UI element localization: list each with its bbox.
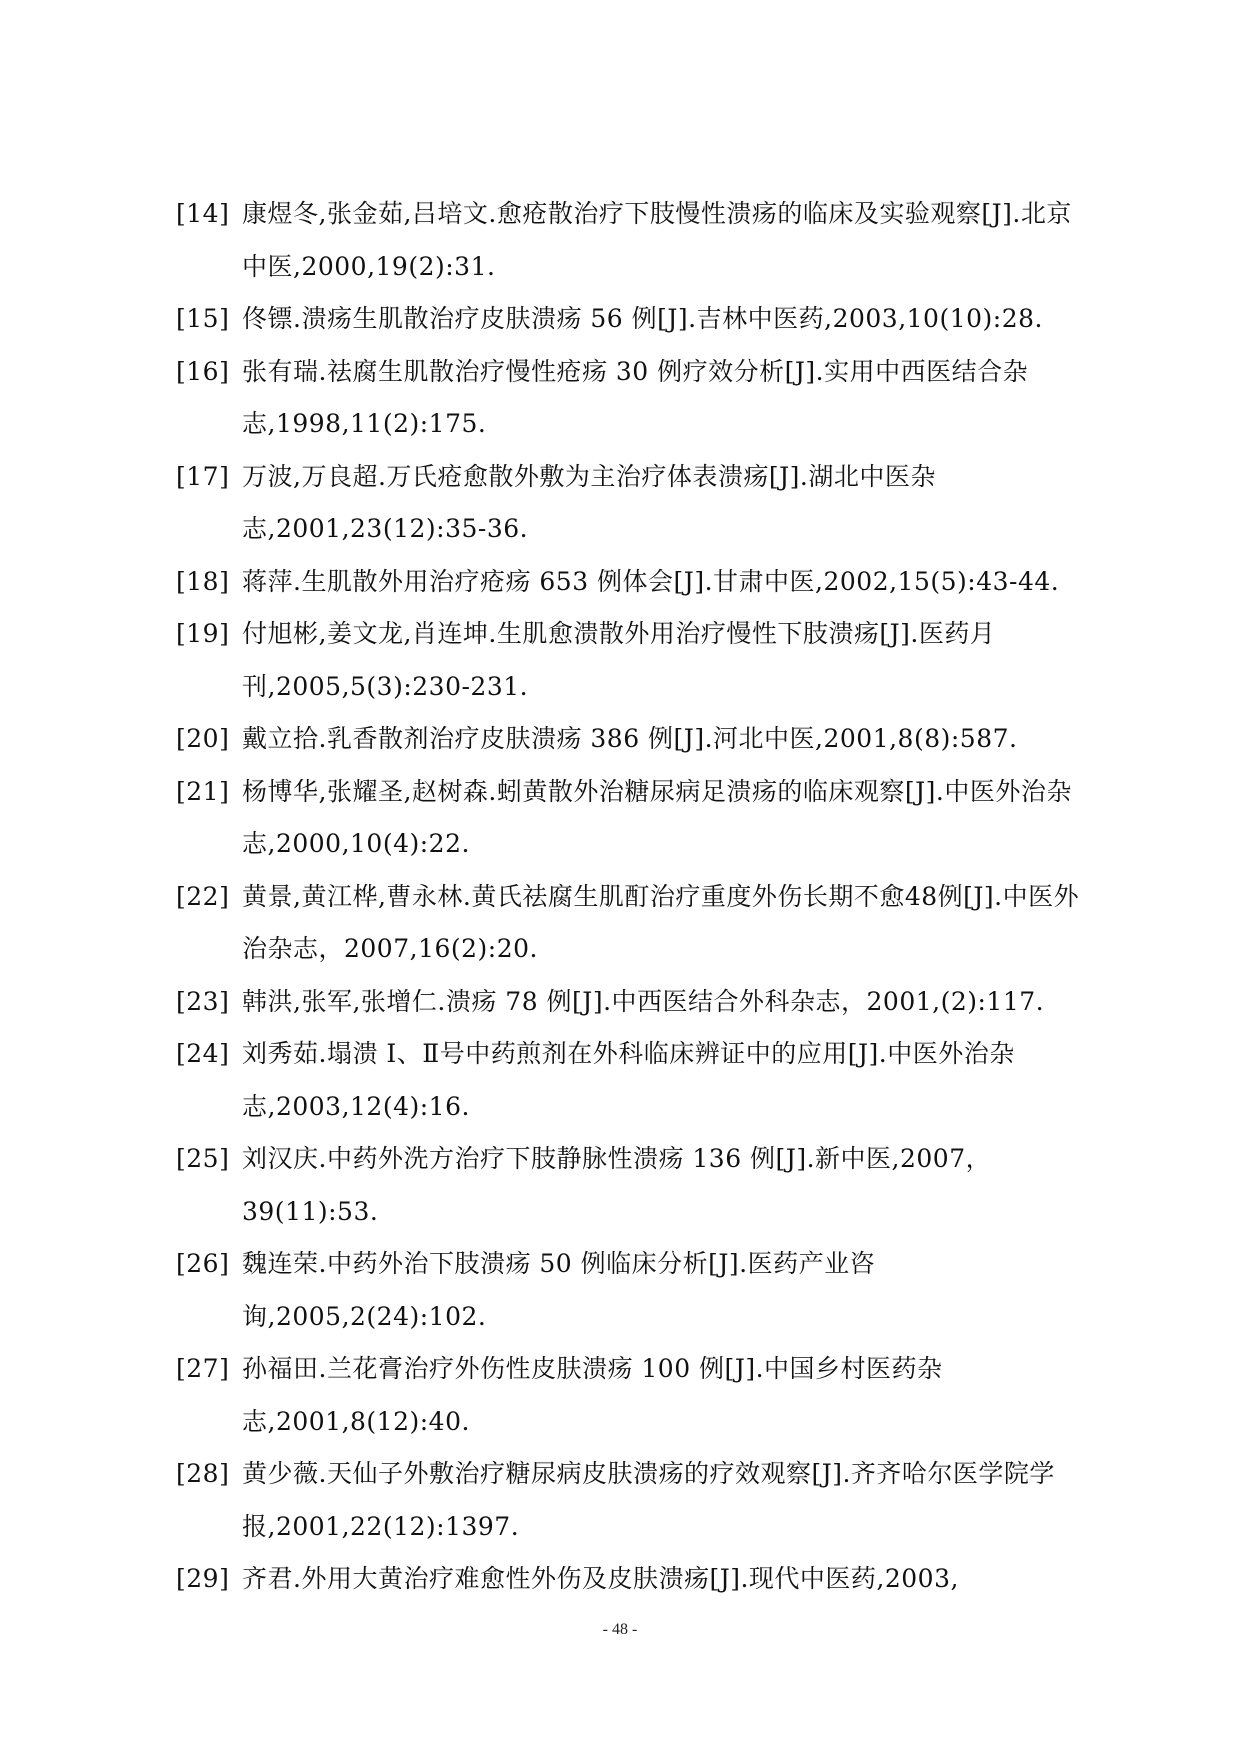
reference-number: [25] <box>176 1144 230 1173</box>
reference-text: 刘汉庆.中药外洗方治疗下肢静脉性溃疡 136 例[J].新中医,2007，39(11):53. <box>242 1144 992 1226</box>
reference-item <box>176 1028 1096 1133</box>
reference-item <box>176 1343 1096 1448</box>
reference-number: [16] <box>176 356 230 386</box>
reference-number: [24] <box>176 1039 230 1068</box>
reference-number: [18] <box>176 566 230 596</box>
reference-item <box>176 1553 1096 1606</box>
reference-text: 佟镖.溃疡生肌散治疗皮肤溃疡 56 例[J].吉林中医药,2003,10(10):28. <box>242 304 1043 333</box>
reference-text: 戴立拾.乳香散剂治疗皮肤溃疡 386 例[J].河北中医,2001,8(8):587. <box>242 724 1018 753</box>
reference-text: 刘秀茹.塌溃 Ⅰ、Ⅱ号中药煎剂在外科临床辨证中的应用[J].中医外治杂志,2003,12(4):16. <box>242 1039 1015 1121</box>
reference-item <box>176 608 1096 713</box>
reference-item <box>176 1448 1096 1553</box>
reference-number: [19] <box>176 619 230 648</box>
reference-item <box>176 976 1096 1029</box>
reference-text: 付旭彬,姜文龙,肖连坤.生肌愈溃散外用治疗慢性下肢溃疡[J].医药月刊,2005,5(3):230-231. <box>242 619 996 701</box>
reference-text: 齐君.外用大黄治疗难愈性外伤及皮肤溃疡[J].现代中医药,2003, <box>242 1564 959 1593</box>
reference-text: 康煜冬,张金茹,吕培文.愈疮散治疗下肢慢性溃疡的临床及实验观察[J].北京中医,2000,19(2):31. <box>242 199 1072 281</box>
reference-number: [15] <box>176 304 230 333</box>
reference-text: 魏连荣.中药外治下肢溃疡 50 例临床分析[J].医药产业咨询,2005,2(24):102. <box>242 1249 876 1331</box>
reference-item <box>176 713 1096 766</box>
reference-item <box>176 451 1096 556</box>
reference-number: [29] <box>176 1564 230 1593</box>
reference-item <box>176 556 1096 609</box>
reference-text: 万波,万良超.万氏疮愈散外敷为主治疗体表溃疡[J].湖北中医杂志,2001,23(12):35-36. <box>242 461 936 543</box>
reference-number: [20] <box>176 724 230 753</box>
reference-text: 张有瑞.祛腐生肌散治疗慢性疮疡 30 例疗效分析[J].实用中西医结合杂志,1998,11(2):175. <box>242 356 1029 438</box>
reference-number: [21] <box>176 776 230 806</box>
reference-number: [26] <box>176 1249 230 1278</box>
reference-number: [28] <box>176 1459 230 1488</box>
reference-text: 黄少薇.天仙子外敷治疗糖尿病皮肤溃疡的疗效观察[J].齐齐哈尔医学院学报,2001,22(12):1397. <box>242 1459 1055 1541</box>
reference-item <box>176 766 1096 871</box>
reference-item <box>176 346 1096 451</box>
reference-text: 黄景,黄江桦,曹永林.黄氏祛腐生肌酊治疗重度外伤长期不愈48例[J].中医外治杂志，2007,16(2):20. <box>242 881 1080 963</box>
reference-text: 杨博华,张耀圣,赵树森.蚓黄散外治糖尿病足溃疡的临床观察[J].中医外治杂志,2000,10(4):22. <box>242 776 1072 858</box>
reference-item <box>176 188 1096 293</box>
reference-number: [17] <box>176 461 230 491</box>
reference-item <box>176 871 1096 976</box>
reference-number: [22] <box>176 881 230 911</box>
reference-item <box>176 293 1096 346</box>
reference-number: [27] <box>176 1354 230 1383</box>
reference-item <box>176 1238 1096 1343</box>
reference-text: 蒋萍.生肌散外用治疗疮疡 653 例体会[J].甘肃中医,2002,15(5):43-44. <box>242 566 1060 596</box>
reference-item <box>176 1133 1096 1238</box>
reference-number: [23] <box>176 986 230 1016</box>
reference-list <box>176 188 1096 1606</box>
page-number: - 48 - <box>602 1621 638 1638</box>
reference-text: 韩洪,张军,张增仁.溃疡 78 例[J].中西医结合外科杂志，2001,(2):117. <box>242 986 1045 1016</box>
reference-number: [14] <box>176 199 230 228</box>
reference-text: 孙福田.兰花膏治疗外伤性皮肤溃疡 100 例[J].中国乡村医药杂志,2001,8(12):40. <box>242 1354 943 1436</box>
